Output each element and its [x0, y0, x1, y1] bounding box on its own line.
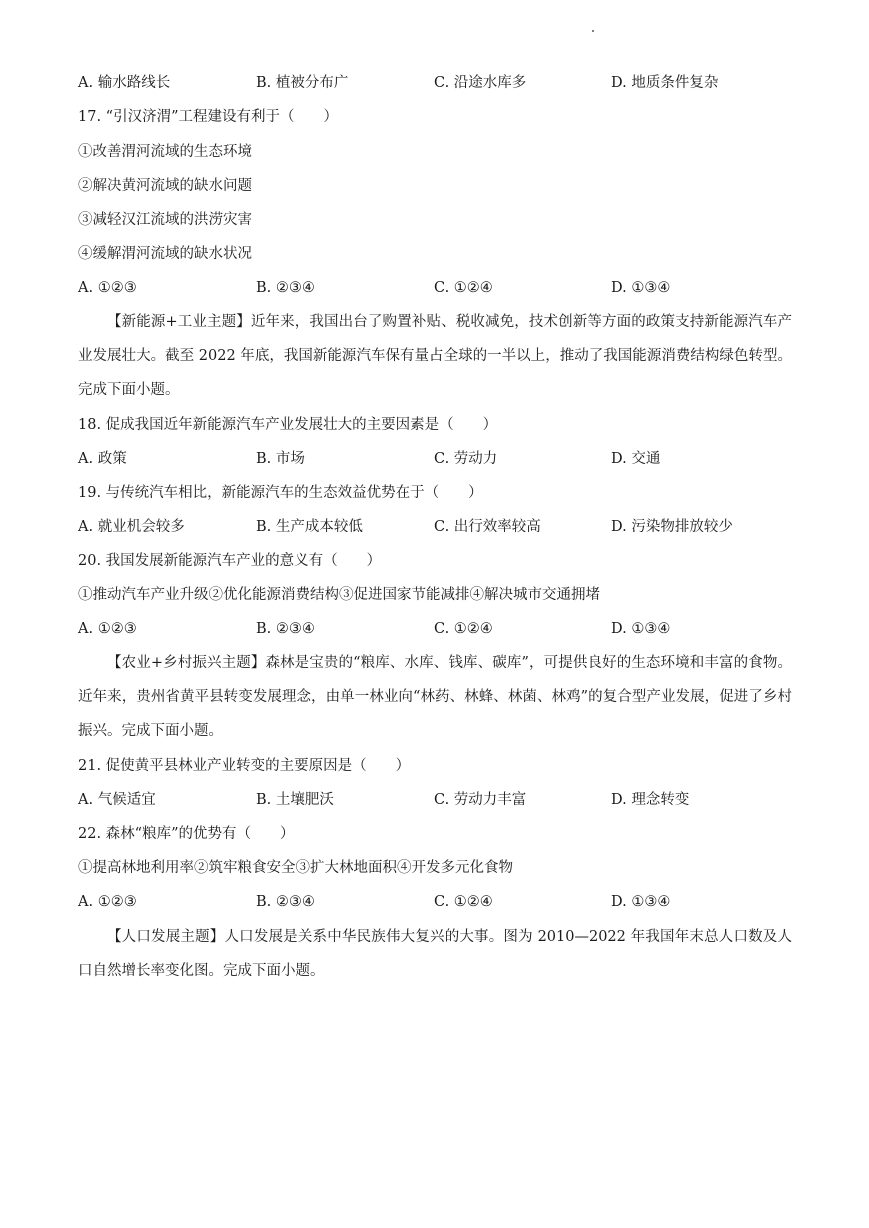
q22-stem: 22. 森林“粮库”的优势有（ ）	[78, 826, 295, 842]
q21-option-d[interactable]: D. 理念转变	[611, 792, 690, 808]
q19-option-a[interactable]: A. 就业机会较多	[78, 519, 185, 535]
intro-agriculture: 【农业+乡村振兴主题】森林是宝贵的“粮库、水库、钱库、碳库”，可提供良好的生态环境和丰富的食物。近年来，贵州省黄平县转变发展理念，由单一林业向“林药、林蜂、林菌、林鸡”的复合型产业发展，促进了乡村振兴。完成下面小题。	[78, 655, 792, 739]
q17-option-d[interactable]: D. ①③④	[611, 280, 671, 296]
q16-option-d[interactable]: D. 地质条件复杂	[611, 75, 719, 91]
q22-option-a[interactable]: A. ①②③	[78, 894, 137, 910]
q18-option-b[interactable]: B. 市场	[256, 451, 305, 467]
q16-option-b[interactable]: B. 植被分布广	[256, 75, 349, 91]
q20-stem: 20. 我国发展新能源汽车产业的意义有（ ）	[78, 553, 382, 569]
q22-option-d[interactable]: D. ①③④	[611, 894, 671, 910]
q20-options	[78, 619, 818, 639]
q17-option-b[interactable]: B. ②③④	[256, 280, 315, 296]
q21-option-c[interactable]: C. 劳动力丰富	[434, 792, 527, 808]
page-mark	[592, 30, 594, 32]
q20-option-c[interactable]: C. ①②④	[434, 621, 493, 637]
intro-new-energy: 【新能源+工业主题】近年来，我国出台了购置补贴、税收减免，技术创新等方面的政策支持新能源汽车产业发展壮大。截至 2022 年底，我国新能源汽车保有量占全球的一半以上，推动了我国能源消费结构绿色转型。完成下面小题。	[78, 314, 792, 398]
q19-stem: 19. 与传统汽车相比，新能源汽车的生态效益优势在于（ ）	[78, 485, 483, 501]
q17-options	[78, 278, 818, 298]
q19-option-d[interactable]: D. 污染物排放较少	[611, 519, 733, 535]
q21-option-b[interactable]: B. 土壤肥沃	[256, 792, 334, 808]
q19-option-c[interactable]: C. 出行效率较高	[434, 519, 541, 535]
q20-option-b[interactable]: B. ②③④	[256, 621, 315, 637]
q17-option-a[interactable]: A. ①②③	[78, 280, 137, 296]
q20-items: ①推动汽车产业升级②优化能源消费结构③促进国家节能减排④解决城市交通拥堵	[78, 587, 600, 603]
q16-options	[78, 73, 818, 93]
q16-option-a[interactable]: A. 输水路线长	[78, 75, 171, 91]
q20-option-d[interactable]: D. ①③④	[611, 621, 671, 637]
q17-stem: 17. “引汉济渭”工程建设有利于（ ）	[78, 109, 338, 125]
q22-items: ①提高林地利用率②筑牢粮食安全③扩大林地面积④开发多元化食物	[78, 860, 513, 876]
intro-population: 【人口发展主题】人口发展是关系中华民族伟大复兴的大事。图为 2010—2022 年我国年末总人口数及人口自然增长率变化图。完成下面小题。	[78, 929, 792, 979]
q18-option-d[interactable]: D. 交通	[611, 451, 661, 467]
q17-item-2: ②解决黄河流域的缺水问题	[78, 178, 252, 194]
q17-item-1: ①改善渭河流域的生态环境	[78, 144, 252, 160]
q21-stem: 21. 促使黄平县林业产业转变的主要原因是（ ）	[78, 758, 411, 774]
q21-option-a[interactable]: A. 气候适宜	[78, 792, 156, 808]
q18-options	[78, 449, 818, 469]
q19-options	[78, 517, 818, 537]
q20-option-a[interactable]: A. ①②③	[78, 621, 137, 637]
q21-options	[78, 790, 818, 810]
q16-option-c[interactable]: C. 沿途水库多	[434, 75, 527, 91]
q18-option-c[interactable]: C. 劳动力	[434, 451, 498, 467]
q22-options	[78, 892, 818, 912]
q17-option-c[interactable]: C. ①②④	[434, 280, 493, 296]
q17-item-4: ④缓解渭河流域的缺水状况	[78, 246, 252, 262]
q22-option-c[interactable]: C. ①②④	[434, 894, 493, 910]
q19-option-b[interactable]: B. 生产成本较低	[256, 519, 363, 535]
q18-stem: 18. 促成我国近年新能源汽车产业发展壮大的主要因素是（ ）	[78, 417, 498, 433]
q22-option-b[interactable]: B. ②③④	[256, 894, 315, 910]
q18-option-a[interactable]: A. 政策	[78, 451, 127, 467]
q17-item-3: ③减轻汉江流域的洪涝灾害	[78, 212, 252, 228]
